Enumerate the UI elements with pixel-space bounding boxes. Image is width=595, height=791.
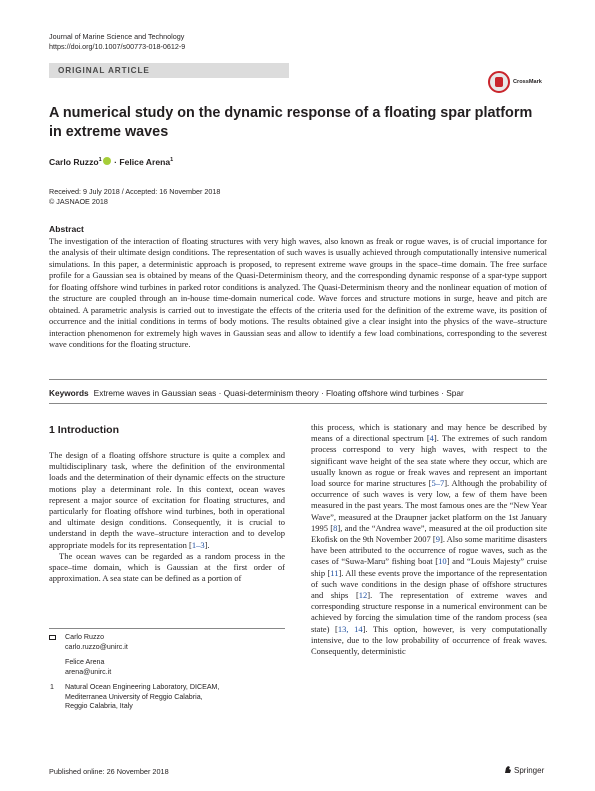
article-type-banner: ORIGINAL ARTICLE: [49, 63, 289, 78]
keywords-section: [49, 388, 549, 399]
body-column-right: [311, 422, 547, 657]
corresponding-author: [49, 633, 285, 677]
publisher-name: Springer: [514, 766, 545, 775]
author-name[interactable]: Felice Arena: [119, 157, 171, 167]
citation-link[interactable]: 8: [333, 522, 338, 533]
footnote-email[interactable]: carlo.ruzzo@unirc.it: [65, 642, 128, 651]
keywords-heading: Keywords: [49, 388, 89, 398]
footnote-block: [49, 633, 285, 712]
citation-link[interactable]: 11: [330, 567, 339, 578]
author-list: [49, 157, 173, 167]
envelope-icon: [49, 635, 56, 640]
abstract-section: [49, 224, 547, 351]
author-name[interactable]: Carlo Ruzzo: [49, 157, 99, 167]
citation-link[interactable]: 12: [358, 590, 368, 601]
crossmark-badge[interactable]: [488, 71, 548, 97]
paragraph: The ocean waves can be regarded as a random process in the space–time domain, which is Gaussian at the first order of approximation. A sea state can be defined as a portion of: [49, 550, 285, 584]
affiliation-marker: 1: [98, 157, 102, 164]
divider: [49, 403, 547, 404]
citation-link[interactable]: 1–3: [191, 539, 205, 550]
section-heading: 1 Introduction: [49, 424, 119, 436]
citation-link[interactable]: 5–7: [431, 478, 445, 489]
crossmark-label: CrossMark: [513, 79, 542, 85]
affiliation-line: Mediterranea University of Reggio Calabria,: [65, 692, 203, 701]
copyright: © JASNAOE 2018: [49, 196, 108, 206]
keywords-list: Extreme waves in Gaussian seas · Quasi-determinism theory · Floating offshore wind turbines · Spar: [93, 388, 464, 398]
citation-link[interactable]: 10: [438, 556, 447, 567]
article-dates: [49, 187, 220, 206]
published-online: Published online: 26 November 2018: [49, 767, 169, 776]
affiliation-line: Natural Ocean Engineering Laboratory, DICEAM,: [65, 683, 220, 691]
divider: [49, 379, 547, 380]
affiliation-marker: 1: [170, 157, 174, 164]
affiliation-number: 1: [50, 683, 54, 691]
journal-header: [49, 32, 185, 52]
citation-link[interactable]: 4: [429, 433, 434, 444]
doi-link[interactable]: https://doi.org/10.1007/s00773-018-0612-9: [49, 42, 186, 51]
affiliation-line: Reggio Calabria, Italy: [65, 702, 133, 710]
footnote-email[interactable]: arena@unirc.it: [65, 667, 112, 676]
abstract-body: The investigation of the interaction of floating structures with very high waves, also known as freak or rogue waves, is of crucial importance for the analysis of their ultimate design conditions. The representation of such waves is usually achieved through computationally intensive numerical simulations. In this paper, a deterministic approach is proposed, to represent extreme wave groups in the space–time domain. The free surface profile for a Gaussian sea is obtained by means of the Quasi-Determinism theory, and the corresponding dynamic response of a spar-type support for floating offshore wind turbines in parked rotor conditions is analyzed. The Quasi-Determinism theory and the nonlinear equation of motion of the structure are coupled through an in-house time-domain numerical code. Wave forces and structure motions in surge, heave and pitch are obtained. A parametric analysis is carried out to investigate the effects of the criteria used for the definition of the extreme wave, its position of occurrence and the initial conditions in terms of body motions. The results obtained give a clear insight into the physics of the wave–structure interaction phenomenon for extremely high waves in Gaussian seas and allow to identify a few load combinations, corresponding to the severest wave conditions for the floating structure.: [49, 236, 547, 350]
citation-link[interactable]: 9: [435, 534, 440, 545]
orcid-icon[interactable]: [103, 157, 111, 165]
journal-name: Journal of Marine Science and Technology: [49, 32, 185, 41]
paragraph: The design of a floating offshore structure is quite a complex and multidisciplinary task, where the definition of the environmental loads and the determination of their dynamic effects on the structure motions play a determinant role. In this context, ocean waves represent a major source of excitation for floating structures, and particularly for floating offshore wind turbines, both in operational and ultimate design conditions. Consequently, it is crucial to understand in depth the wave–structure interaction and to develop appropriate models for its representation [1–3].: [49, 450, 285, 550]
paragraph: this process, which is stationary and may hence be described by means of a directional spectrum [4]. The extremes of such random process correspond to very high waves, with respect to the significant wave height of the sea state where they occur, which are usually known as rogue or freak waves and represent an important load source for marine structures [5–7]. Although the probability of occurrence of such waves is very low, a few of them have been measured in the past years. The most famous ones are the “New Year Wave”, measured at the Draupner jacket platform on the 1st January 1995 [8], and the “Andrea wave”, measured at the oil production site Ekofisk on the 9th November 2007 [9]. Also some maritime disasters have been attributed to the occurrence of rogue waves, such as the cases of “Suwa-Maru” fishing boat [10] and “Louis Majesty” cruise ship [11]. All these events prove the importance of the representation of such wave conditions in the design phase of offshore structures and ships [12]. The representation of extreme waves and corresponding structure response in a numerical environment can be achieved by forcing the simulation time of the random process (sea state) [13, 14]. This option, however, is very computationally intensive, due to the low probability of occurrence of freak waves. Consequently, deterministic: [311, 422, 548, 657]
author-separator: ·: [111, 157, 120, 167]
paper-title: A numerical study on the dynamic response of a floating spar platform in extreme waves: [49, 105, 533, 140]
abstract-heading: Abstract: [49, 224, 84, 234]
body-column-left: [49, 450, 285, 584]
received-accepted: Received: 9 July 2018 / Accepted: 16 November 2018: [49, 187, 221, 196]
publisher-logo: [504, 765, 544, 775]
citation-link[interactable]: 13, 14: [337, 623, 363, 634]
footnote-divider: [49, 628, 285, 629]
affiliation: [49, 683, 285, 712]
crossmark-icon: [488, 71, 510, 93]
footnote-name: Carlo Ruzzo: [65, 633, 105, 641]
footnote-name: Felice Arena: [65, 658, 105, 666]
springer-horse-icon: [504, 765, 512, 774]
